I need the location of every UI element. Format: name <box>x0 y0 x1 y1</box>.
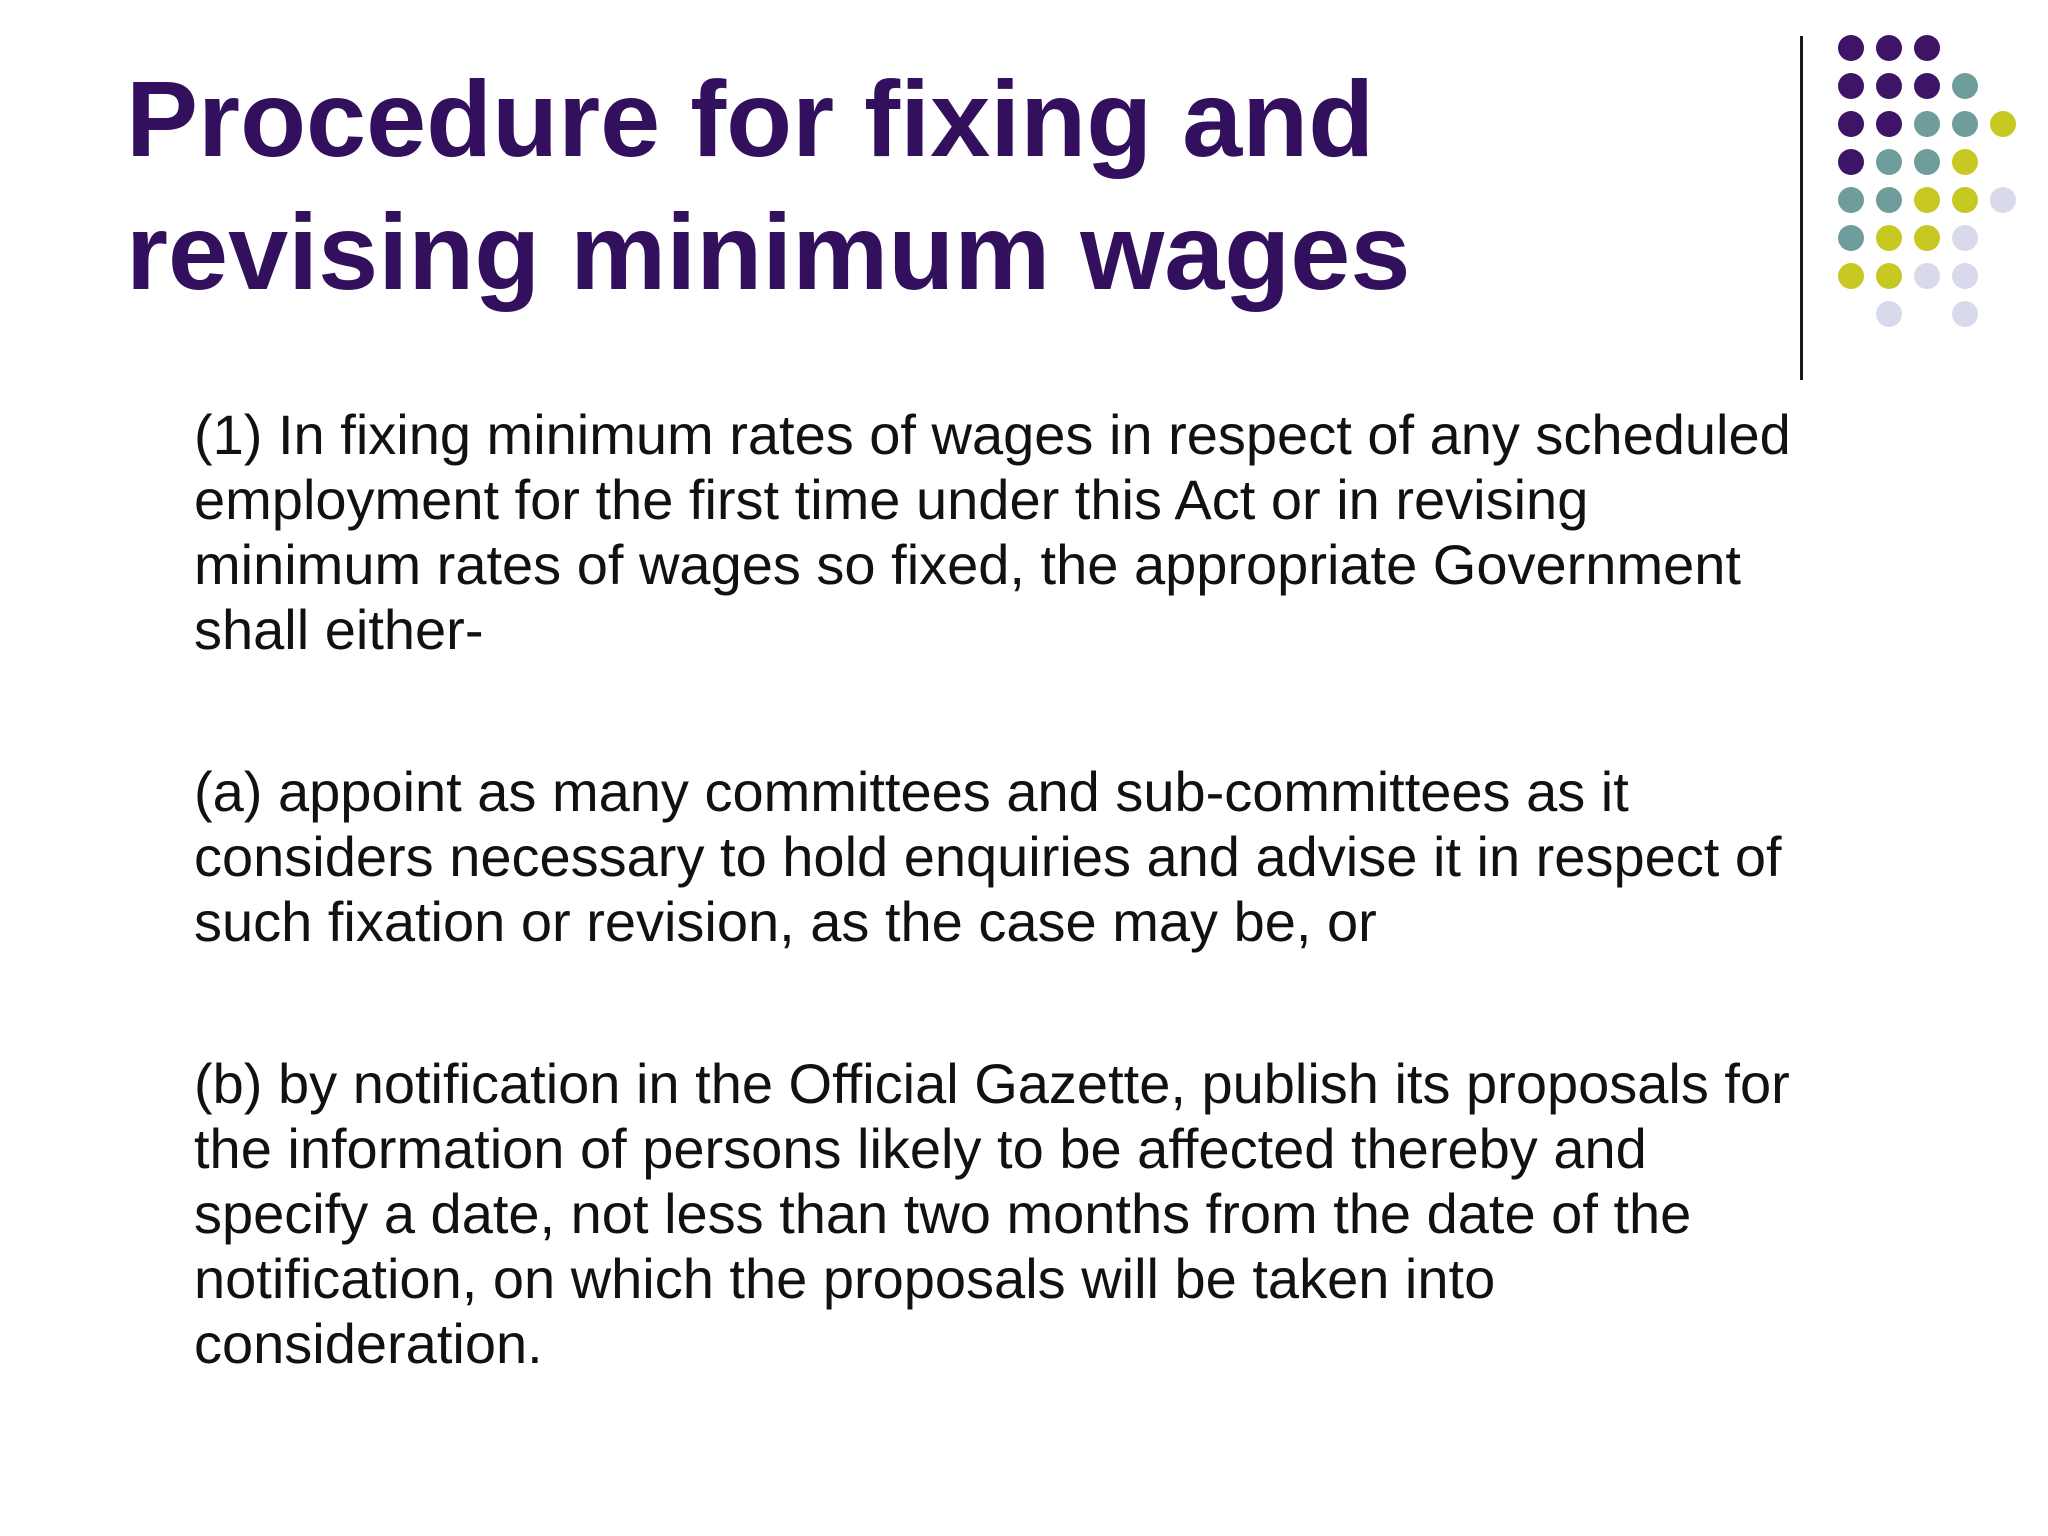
dot-grid-decoration <box>1837 34 2027 334</box>
body-line: shall either- <box>194 598 484 661</box>
decorative-dot <box>1838 149 1864 175</box>
decorative-dot <box>1914 225 1940 251</box>
decorative-dot <box>1876 35 1902 61</box>
body-paragraph-3 <box>194 1051 1954 1376</box>
decorative-dot <box>1838 187 1864 213</box>
decorative-dot <box>1952 73 1978 99</box>
decorative-dot <box>1876 149 1902 175</box>
decorative-dot <box>1876 73 1902 99</box>
decorative-dot <box>1990 187 2016 213</box>
decorative-dot <box>1838 73 1864 99</box>
decorative-dot <box>1876 225 1902 251</box>
decorative-dot <box>1876 301 1902 327</box>
slide-title-line-1: Procedure for fixing and <box>126 58 1375 179</box>
decorative-dot <box>1838 263 1864 289</box>
body-paragraph-2 <box>194 759 1954 954</box>
decorative-dot <box>1914 149 1940 175</box>
body-line: consideration. <box>194 1312 543 1375</box>
decorative-dot <box>1838 35 1864 61</box>
body-paragraph-1 <box>194 402 1954 662</box>
body-line: the information of persons likely to be affected thereby and <box>194 1117 1647 1180</box>
slide-title-line-2: revising minimum wages <box>126 191 1411 312</box>
body-line: (1) In fixing minimum rates of wages in respect of any scheduled <box>194 403 1791 466</box>
decorative-dot <box>1876 187 1902 213</box>
slide-title <box>126 52 1706 318</box>
body-line: considers necessary to hold enquiries and advise it in respect of <box>194 825 1782 888</box>
body-line: employment for the first time under this Act or in revising <box>194 468 1589 531</box>
decorative-dot <box>1952 149 1978 175</box>
decorative-dot <box>1914 263 1940 289</box>
body-line: minimum rates of wages so fixed, the appropriate Government <box>194 533 1741 596</box>
decorative-dot <box>1914 187 1940 213</box>
decorative-dot <box>1952 225 1978 251</box>
decorative-dot <box>1914 35 1940 61</box>
body-line: specify a date, not less than two months from the date of the <box>194 1182 1692 1245</box>
decorative-dot <box>1952 301 1978 327</box>
vertical-divider <box>1800 36 1803 380</box>
body-line: notification, on which the proposals will be taken into <box>194 1247 1496 1310</box>
decorative-dot <box>1914 111 1940 137</box>
body-line: such fixation or revision, as the case may be, or <box>194 890 1377 953</box>
decorative-dot <box>1876 111 1902 137</box>
slide-body <box>194 402 1954 1376</box>
decorative-dot <box>1914 73 1940 99</box>
body-line: (a) appoint as many committees and sub-committees as it <box>194 760 1629 823</box>
decorative-dot <box>1952 263 1978 289</box>
decorative-dot <box>1952 111 1978 137</box>
body-line: (b) by notification in the Official Gazette, publish its proposals for <box>194 1052 1790 1115</box>
decorative-dot <box>1838 225 1864 251</box>
decorative-dot <box>1838 111 1864 137</box>
decorative-dot <box>1990 111 2016 137</box>
decorative-dot <box>1876 263 1902 289</box>
decorative-dot <box>1952 187 1978 213</box>
